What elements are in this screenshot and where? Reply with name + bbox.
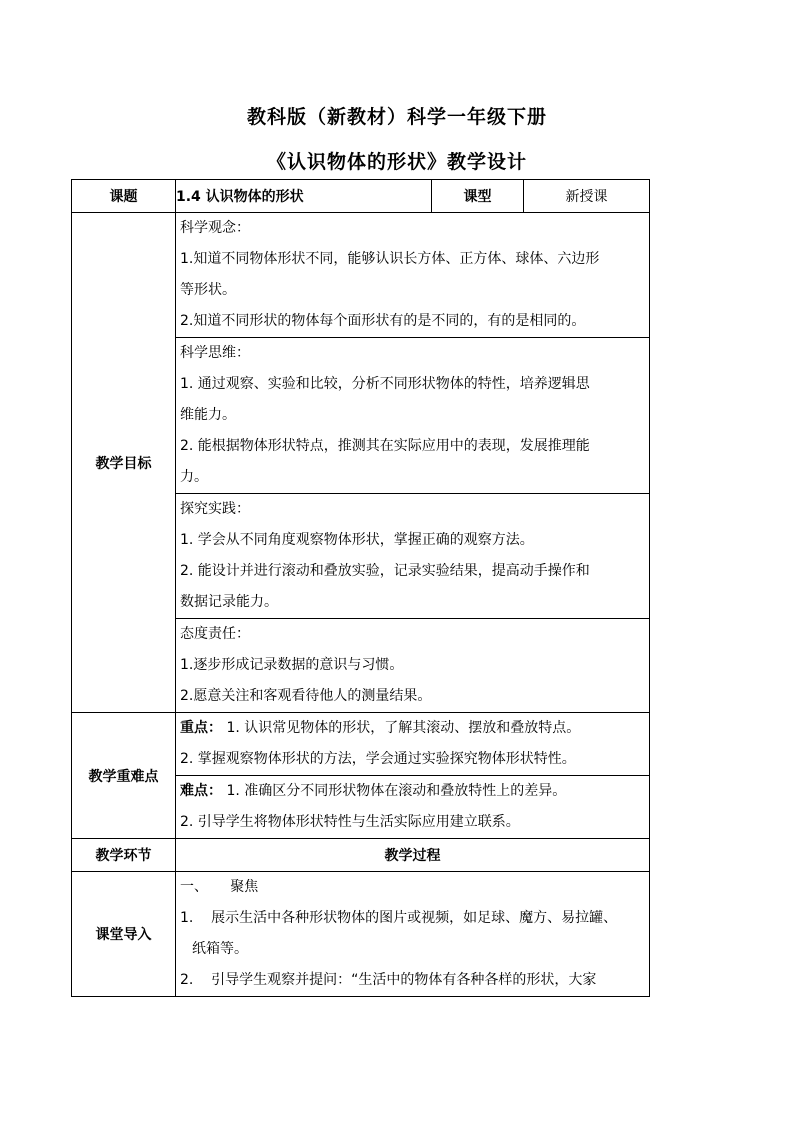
focus-line: 1. 认识常见物体的形状，了解其滚动、摆放和叠放特点。 — [226, 720, 581, 736]
list-item: 2. 引导学生将物体形状特性与生活实际应用建立联系。 — [180, 814, 520, 830]
objective-section-practice — [176, 494, 649, 619]
list-item: 力。 — [180, 469, 208, 485]
list-item: 1. 通过观察、实验和比较，分析不同形状物体的特性，培养逻辑思 — [180, 376, 590, 392]
key-points-label: 教学重难点 — [72, 713, 176, 839]
section-heading: 科学思维： — [180, 345, 250, 361]
list-item — [176, 776, 649, 807]
list-item: 2.知道不同形状的物体每个面形状有的是不同的，有的是相同的。 — [180, 313, 586, 329]
section-heading: 态度责任： — [180, 626, 250, 642]
list-item: 2. 掌握观察物体形状的方法，学会通过实验探究物体形状特性。 — [180, 751, 576, 767]
process-header-row — [72, 839, 650, 872]
focus-section — [176, 713, 649, 776]
intro-label: 课堂导入 — [72, 872, 176, 997]
focus-label: 重点： — [180, 720, 222, 736]
key-points-row — [72, 713, 650, 839]
objectives-content — [176, 213, 650, 713]
key-points-content — [176, 713, 650, 839]
list-item: 1.逐步形成记录数据的意识与习惯。 — [180, 657, 404, 673]
objective-section-thinking — [176, 338, 649, 494]
stage-label: 教学环节 — [72, 839, 176, 872]
objectives-label: 教学目标 — [72, 213, 176, 713]
list-item: 数据记录能力。 — [180, 594, 278, 610]
list-item: 纸箱等。 — [192, 941, 248, 957]
list-item — [176, 713, 649, 744]
topic-label: 课题 — [72, 180, 176, 213]
list-item: 2.愿意关注和客观看待他人的测量结果。 — [180, 688, 432, 704]
section-heading: 一、 聚焦 — [180, 879, 259, 895]
type-label: 课型 — [432, 180, 524, 213]
difficulty-section — [176, 776, 649, 838]
list-item: 1.知道不同物体形状不同，能够认识长方体、正方体、球体、六边形 — [180, 251, 600, 267]
objectives-row — [72, 213, 650, 713]
intro-row — [72, 872, 650, 997]
list-item: 维能力。 — [180, 407, 236, 423]
document-subtitle: 《认识物体的形状》教学设计 — [266, 151, 527, 173]
topic-value: 1.4 认识物体的形状 — [176, 180, 432, 213]
list-item: 1. 展示生活中各种形状物体的图片或视频，如足球、魔方、易拉罐、 — [180, 910, 618, 926]
list-item: 2. 能根据物体形状特点，推测其在实际应用中的表现，发展推理能 — [180, 438, 590, 454]
lesson-plan-table — [71, 179, 650, 997]
objective-section-concept — [176, 213, 649, 338]
difficulty-line: 1. 准确区分不同形状物体在滚动和叠放特性上的差异。 — [226, 783, 567, 799]
topic-row — [72, 180, 650, 213]
list-item: 2. 引导学生观察并提问：“生活中的物体有各种各样的形状，大家 — [180, 972, 597, 988]
list-item: 2. 能设计并进行滚动和叠放实验，记录实验结果，提高动手操作和 — [180, 563, 590, 579]
objective-section-attitude — [176, 619, 649, 712]
intro-content — [176, 872, 650, 997]
list-item: 等形状。 — [180, 282, 236, 298]
list-item: 1. 学会从不同角度观察物体形状，掌握正确的观察方法。 — [180, 532, 534, 548]
section-heading: 探究实践： — [180, 501, 250, 517]
section-heading: 科学观念： — [180, 220, 250, 236]
type-value: 新授课 — [524, 180, 650, 213]
document-title: 教科版（新教材）科学一年级下册 — [246, 106, 547, 128]
difficulty-label: 难点： — [180, 783, 222, 799]
process-label: 教学过程 — [176, 839, 650, 872]
